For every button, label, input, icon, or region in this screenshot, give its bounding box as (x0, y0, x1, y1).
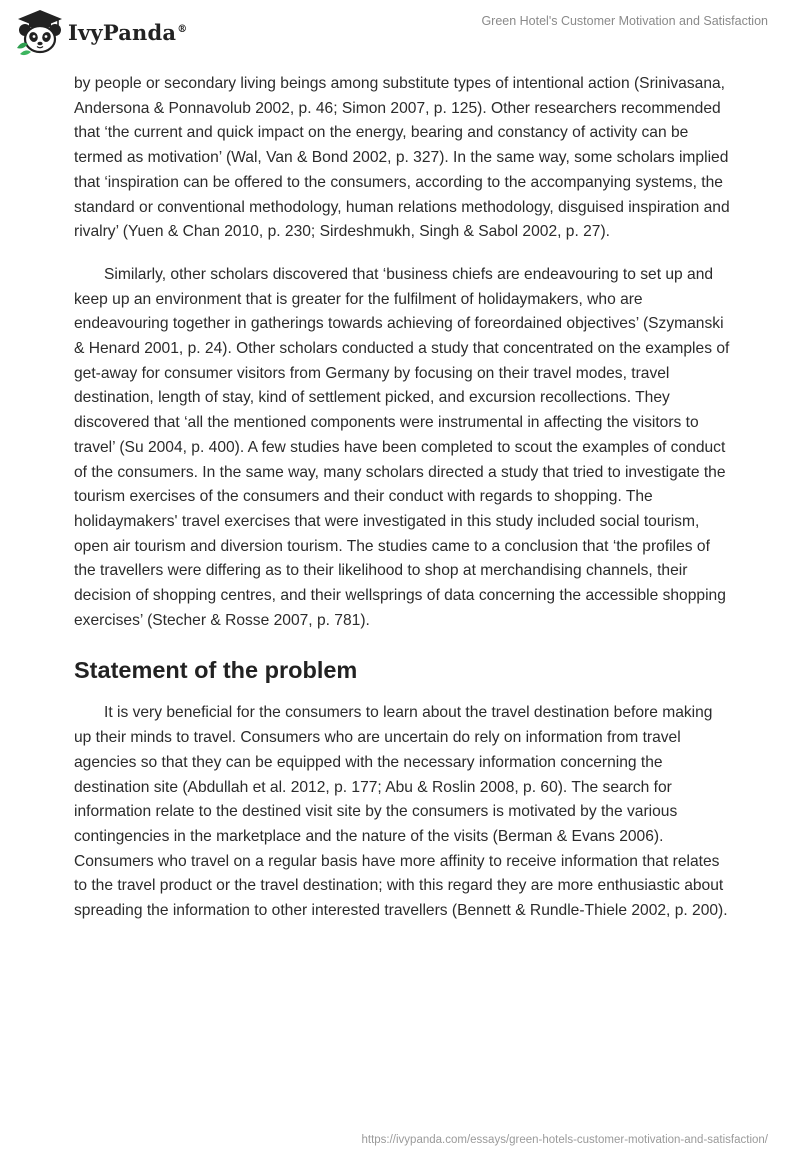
section-heading-statement-of-problem: Statement of the problem (74, 657, 358, 684)
source-url[interactable]: https://ivypanda.com/essays/green-hotels-customer-motivation-and-satisfaction/ (361, 1134, 768, 1146)
ivypanda-logo[interactable] (14, 8, 187, 56)
essay-body (74, 72, 734, 942)
paragraph-3: It is very beneficial for the consumers to learn about the travel destination before making up their minds to travel. Consumers who are uncertain do rely on information from travel agencies so that they can be equipped with the necessary information concerning the destination site (Abdullah et al. 2012, p. 177; Abu & Roslin 2008, p. 60). The search for information relate to the destined visit site by the consumers is motivated by the various contingencies in the marketplace and the nature of the visits (Berman & Evans 2006). Consumers who travel on a regular basis have more affinity to receive information that relates to the travel product or the travel destination; with this regard they are more enthusiastic about spreading the information to other interested travellers (Bennett & Rundle-Thiele 2002, p. 200). (74, 704, 728, 920)
paragraph-1: by people or secondary living beings among substitute types of intentional action (Srinivasana, Andersona & Ponnavolub 2002, p. 46; Simon 2007, p. 125). Other researchers recommended that ‘the current and quick impact on the energy, bearing and constancy of activity can be termed as motivation’ (Wal, Van & Bond 2002, p. 327). In the same way, some scholars implied that ‘inspiration can be offered to the consumers, according to the accompanying systems, the standard or conventional methodology, human relations methodology, disguised inspiration and rivalry’ (Yuen & Chan 2010, p. 230; Sirdeshmukh, Singh & Sabol 2002, p. 27). (74, 75, 730, 241)
brand-name: IvyPanda® (68, 19, 188, 45)
page-header (0, 0, 800, 70)
registered-mark: ® (177, 23, 188, 35)
paragraph-2: Similarly, other scholars discovered that ‘business chiefs are endeavouring to set up and keep up an environment that is greater for the fulfilment of holidaymakers, who are endeavouring together in gatherings towards achieving of foreordained objectives’ (Szymanski & Henard 2001, p. 24). Other scholars conducted a study that concentrated on the examples of get-away for consumer visitors from Germany by focusing on their travel modes, travel destination, length of stay, kind of settlement picked, and excursion recollections. They discovered that ‘all the mentioned components were instrumental in affecting the visitors to travel’ (Su 2004, p. 400). A few studies have been completed to scout the examples of conduct of the consumers. In the same way, many scholars directed a study that tried to investigate the tourism exercises of the consumers and their conduct with regards to shopping. The holidaymakers' travel exercises that were investigated in this study included social tourism, open air tourism and diversion tourism. The studies came to a conclusion that ‘the profiles of the travellers were differing as to their likelihood to shop at merchandising channels, their decision of shopping centres, and their wellsprings of data concerning the accessible shopping exercises’ (Stecher & Rosse 2007, p. 781). (74, 265, 730, 629)
panda-graduate-icon (14, 8, 66, 56)
document-title: Green Hotel's Customer Motivation and Satisfaction (481, 14, 768, 28)
